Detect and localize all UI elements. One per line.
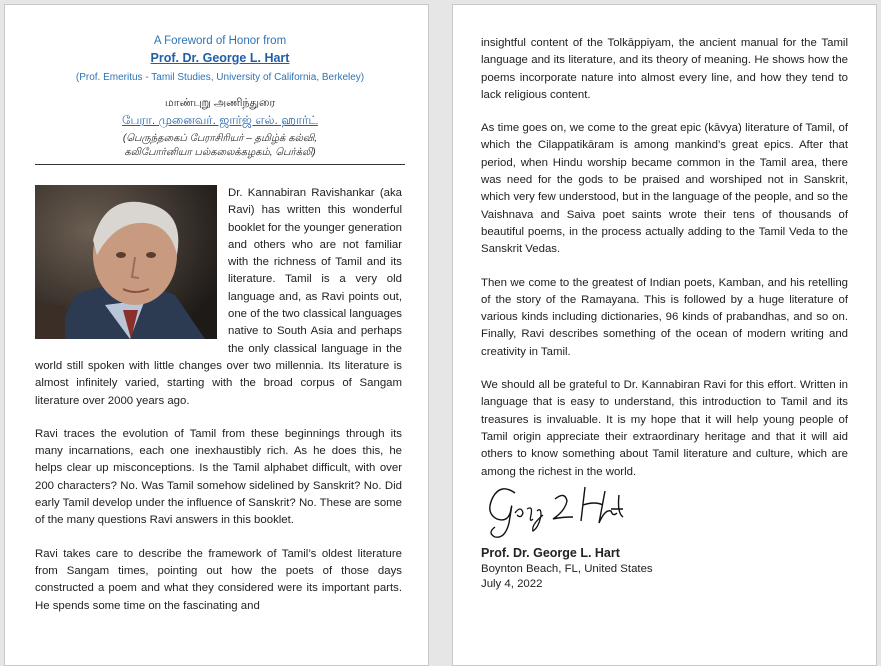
portrait-image <box>35 185 217 339</box>
tamil-foreword-title: மாண்புறு அணிந்துரை <box>164 97 276 109</box>
paragraph-3: Ravi takes care to describe the framework of Tamil’s oldest literature from Sangam times, pointing out how the poets of those days constructed a poem and what they considered were its important parts. He spends some time on the fascinating and <box>35 547 402 612</box>
signer-date: July 4, 2022 <box>481 578 543 590</box>
tamil-author-name: பேரா. முனைவர். ஜார்ஜ் எல். ஹார்ட் <box>121 113 318 127</box>
tamil-affiliation-line-2: கலிபோர்னியா பல்கலைக்கழகம், பெர்க்லி) <box>124 147 316 158</box>
paragraph-5: As time goes on, we come to the great epic (kāvya) literature of Tamil, of which the Cilappatikāram is among mankind’s great epics. After that period, when Hindu worship became common in the Tamil area, there was need for the gods to be praised and worshiped not in Sanskrit, which very few understood, but in the language of the people, and so the Vaishnava and Saiva poet saints wrote their tens of thousands of beautiful poems, in the process actually adding to the Tamil Veda to the Sanskrit Vedas. <box>481 122 848 256</box>
paragraph-2: Ravi traces the evolution of Tamil from these beginnings through its many incarnations, each one inexhaustibly rich. As he does this, he helps clear up misconceptions. Is the Tamil alphabet difficult, with over 200 characters? No. Was Tamil somehow sidelined by Sanskrit? No. Did early Tamil develop under the influence of Sanskrit? No. These are some of the many questions Ravi answers in this booklet. <box>35 427 402 527</box>
foreword-header <box>35 5 405 165</box>
paragraph-6: Then we come to the greatest of Indian poets, Kamban, and his retelling of the story of the Ramayana. This is followed by a huge literature of various kinds including dictionaries, 96 kinds of prabandhas, and so on. Finally, Ravi describes something of the ocean of modern writing and creativity in Tamil. <box>481 276 848 358</box>
paragraph-1: Dr. Kannabiran Ravishankar (aka Ravi) has written this wonderful booklet for the younger generation and others who are not familiar with the richness of Tamil and its literature. Tamil is a very old language and, as Ravi points out, one of the two classical languages native to South Asia and perhaps the only classical language in the world still spoken with little changes over two millennia. Its literature is almost infinitely varied, starting with the broad corpus of Sangam literature over 2000 years ago. <box>35 187 402 407</box>
page-right <box>452 4 877 666</box>
paragraph-4: insightful content of the Tolkāppiyam, the ancient manual for the Tamil language and its literature, and its theory of meaning. He shows how the poems incorporate nature into almost every line, and how they tend to lack religious content. <box>481 37 848 101</box>
author-affiliation: (Prof. Emeritus - Tamil Studies, University of California, Berkeley) <box>75 72 365 83</box>
author-name: Prof. Dr. George L. Hart <box>150 51 290 65</box>
signer-block <box>481 546 653 590</box>
signature-image <box>481 479 641 541</box>
author-photo <box>35 185 217 339</box>
left-body <box>35 185 402 615</box>
header-divider <box>35 164 405 165</box>
foreword-title: A Foreword of Honor from <box>153 35 287 47</box>
signer-location: Boynton Beach, FL, United States <box>481 563 653 575</box>
page-left <box>4 4 429 666</box>
paragraph-7: We should all be grateful to Dr. Kannabiran Ravi for this effort. Written in language that is easy to understand, this introduction to Tamil and its treasures is invaluable. It is my hope that it will help young people of Tamil origin appreciate their extraordinary heritage and that it will aid others to know something about Tamil literature and culture, which are among the richest in the world. <box>481 379 848 478</box>
tamil-affiliation-line-1: (பெருந்தகைப் பேராசிரியர் – தமிழ்க் கல்வி, <box>122 133 318 144</box>
right-body <box>481 35 848 481</box>
signer-name: Prof. Dr. George L. Hart <box>481 546 620 560</box>
tamil-affiliation <box>35 132 405 160</box>
